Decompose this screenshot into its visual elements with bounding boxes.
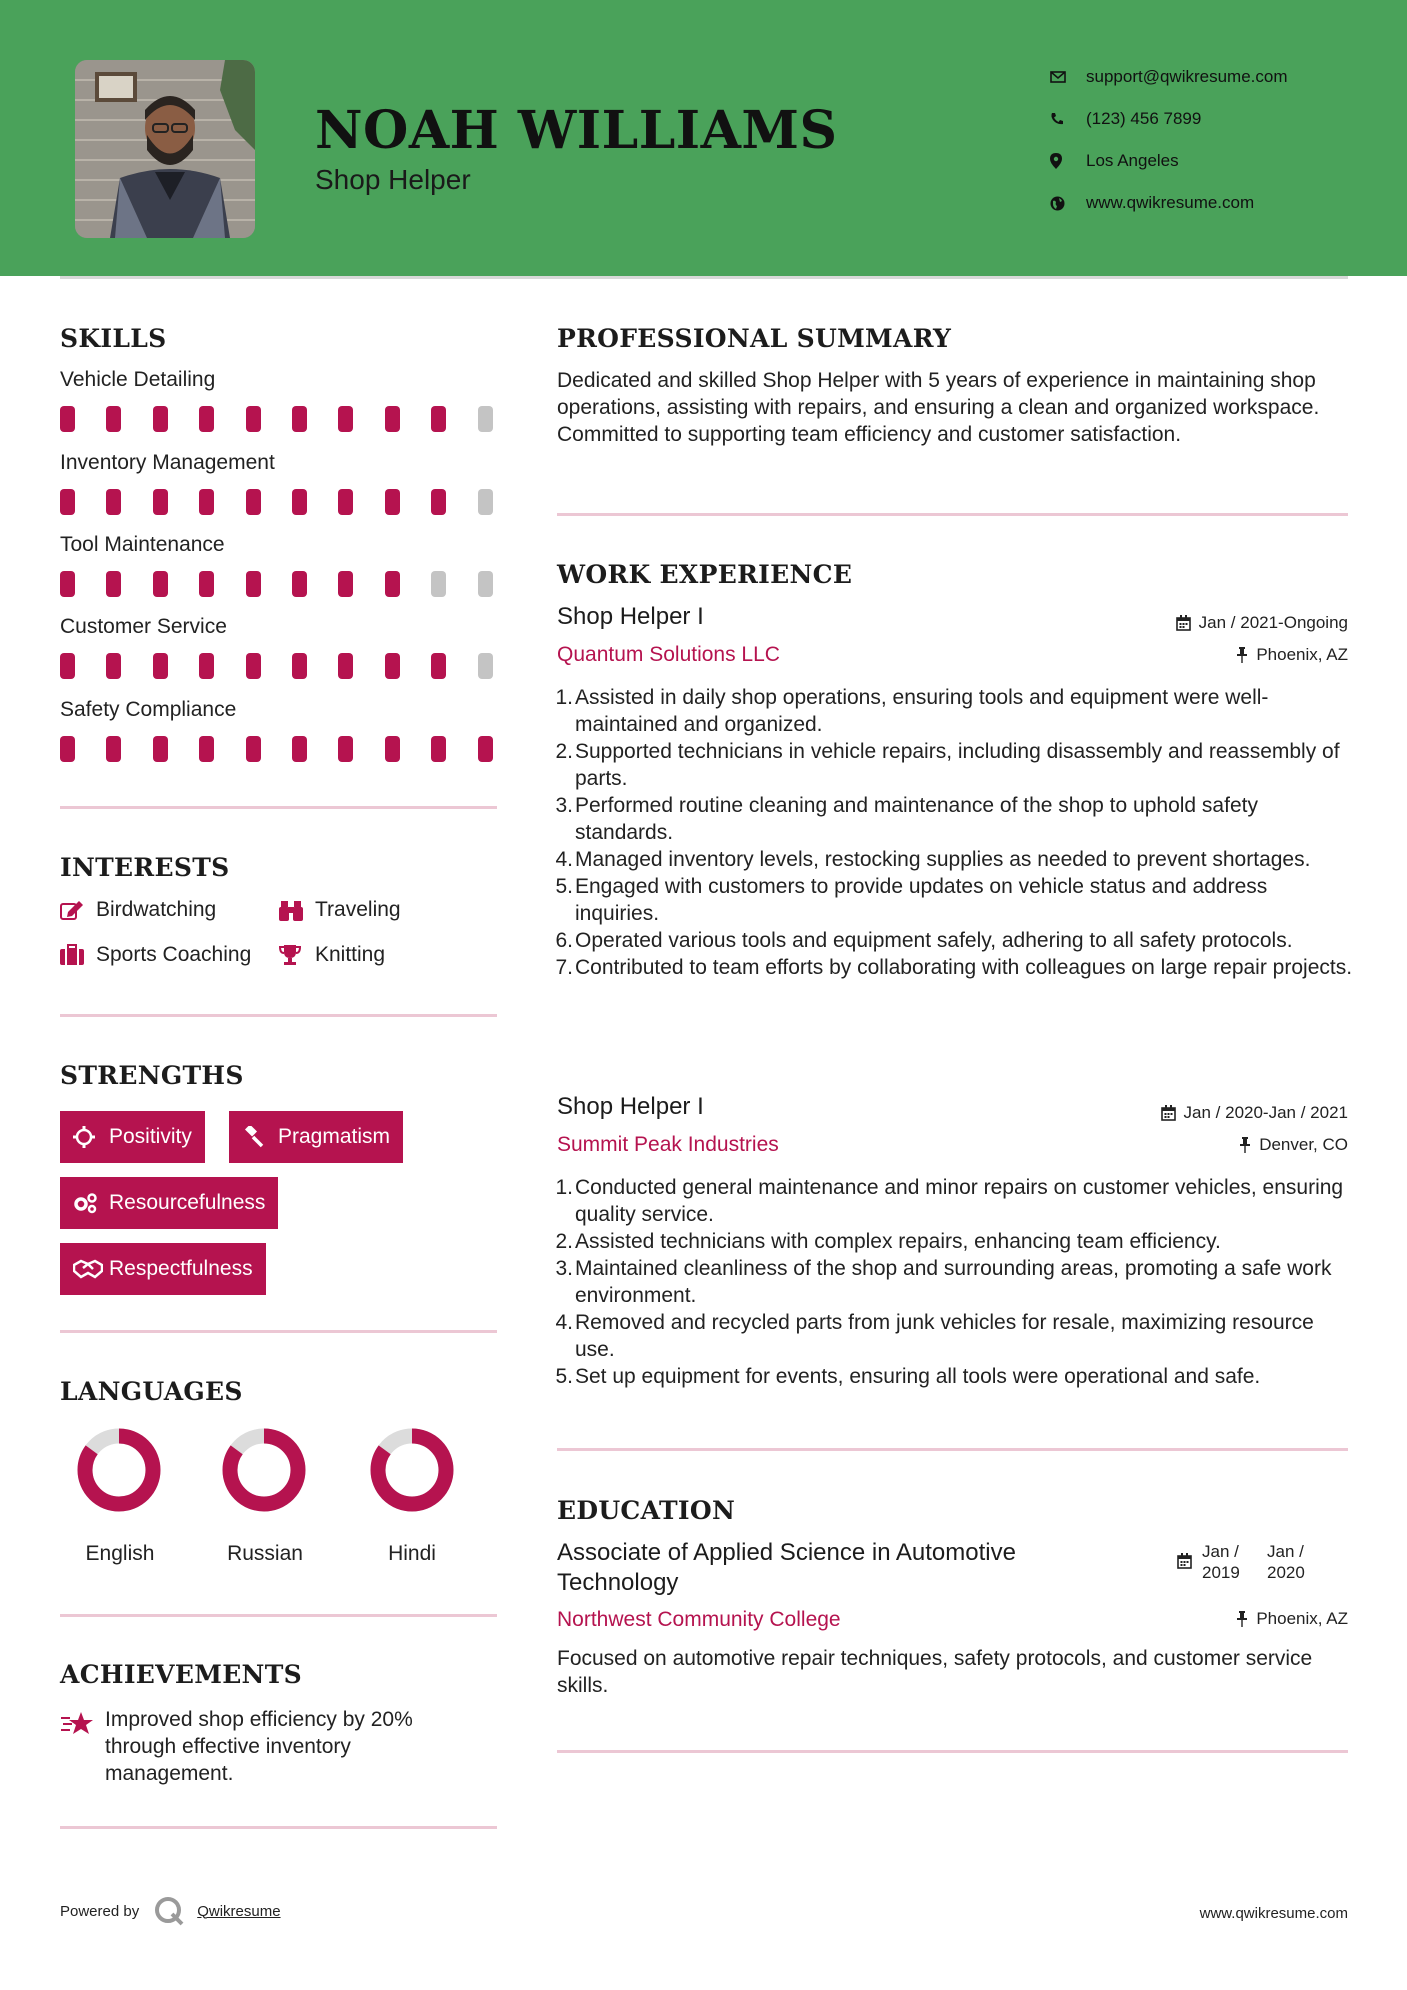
- list-item: 4. Managed inventory levels, restocking supplies as needed to prevent shortages.: [555, 848, 1311, 871]
- skill-name: Inventory Management: [60, 451, 275, 474]
- section-divider: [557, 1750, 1348, 1753]
- job-location: [1239, 1135, 1348, 1155]
- calendar-icon: [1176, 615, 1191, 631]
- gear-outline-icon: [73, 1126, 109, 1148]
- strength-badge: [229, 1111, 403, 1163]
- skill-name: Customer Service: [60, 615, 227, 638]
- section-divider: [60, 1826, 497, 1829]
- skill-dot-filled: [338, 406, 353, 432]
- list-item: 5. Set up equipment for events, ensuring all tools were operational and safe.: [555, 1365, 1261, 1388]
- job-dates-text: Jan / 2020-Jan / 2021: [1183, 1103, 1348, 1122]
- contact-email[interactable]: [1050, 56, 1370, 98]
- skill-dot-filled: [106, 406, 121, 432]
- list-item: 2. Supported technicians in vehicle repairs, including disassembly and reassembly of parts.: [555, 740, 1340, 790]
- list-item: 6. Operated various tools and equipment safely, adhering to all safety protocols.: [555, 929, 1293, 952]
- skill-dot-filled: [199, 653, 214, 679]
- language-label: Hindi: [388, 1542, 436, 1565]
- contact-email-text: support@qwikresume.com: [1086, 67, 1288, 86]
- strength-label: Respectfulness: [109, 1257, 253, 1280]
- skill-dot-filled: [385, 571, 400, 597]
- skill-dot-filled: [153, 406, 168, 432]
- list-item: 3. Maintained cleanliness of the shop and surrounding areas, promoting a safe work environment.: [555, 1257, 1332, 1307]
- skill-dot-filled: [153, 736, 168, 762]
- header-divider: [60, 276, 1348, 279]
- skill-rating: [60, 571, 500, 599]
- skill-dot-filled: [431, 489, 446, 515]
- summary-text: Dedicated and skilled Shop Helper with 5 years of experience in maintaining shop operations, assisting with repairs, and ensuring a clean and organized workspace. Committed to supporting team efficiency and customer satisfaction.: [557, 369, 1320, 446]
- skill-dot-filled: [199, 571, 214, 597]
- list-item: 4. Removed and recycled parts from junk vehicles for resale, maximizing resource use.: [555, 1311, 1314, 1361]
- job-responsibilities: [557, 1174, 1357, 1390]
- skill-dot-filled: [431, 653, 446, 679]
- skill-dot-filled: [292, 736, 307, 762]
- skills-heading: SKILLS: [60, 324, 167, 353]
- skill-dot-filled: [385, 653, 400, 679]
- trophy-icon: [279, 944, 315, 966]
- language-donut: [76, 1427, 162, 1513]
- skill-rating: [60, 489, 500, 517]
- skill-dot-filled: [246, 571, 261, 597]
- contact-website-text: www.qwikresume.com: [1086, 193, 1255, 212]
- skill-dot-empty: [431, 571, 446, 597]
- job-dates: [1161, 1103, 1348, 1123]
- contact-phone-text: (123) 456 7899: [1086, 109, 1202, 128]
- job-location-text: Denver, CO: [1259, 1135, 1348, 1154]
- section-divider: [557, 513, 1348, 516]
- skill-dot-filled: [246, 489, 261, 515]
- skill-dot-filled: [338, 653, 353, 679]
- language-chart: [64, 1427, 174, 1518]
- powered-by-label: Powered by: [60, 1902, 140, 1920]
- skill-dot-filled: [60, 736, 75, 762]
- contact-location: [1050, 140, 1370, 182]
- skill-dot-empty: [478, 406, 493, 432]
- job-dates-text: Jan / 2021-Ongoing: [1198, 613, 1348, 632]
- skill-dot-filled: [292, 571, 307, 597]
- achievement-item: [60, 1706, 480, 1787]
- skill-dot-filled: [385, 406, 400, 432]
- skill-name: Tool Maintenance: [60, 533, 225, 556]
- job-location: [1236, 645, 1348, 665]
- education-description: Focused on automotive repair techniques, safety protocols, and customer service skills.: [557, 1647, 1313, 1697]
- skill-dot-empty: [478, 653, 493, 679]
- skill-dot-filled: [60, 489, 75, 515]
- skill-dot-filled: [338, 571, 353, 597]
- binoculars-icon: [279, 899, 315, 921]
- summary-heading: PROFESSIONAL SUMMARY: [557, 324, 952, 353]
- interest-label: Sports Coaching: [96, 943, 252, 966]
- skill-dot-filled: [106, 736, 121, 762]
- map-pin-icon: [1050, 153, 1086, 169]
- phone-icon: [1050, 112, 1086, 126]
- strength-label: Resourcefulness: [109, 1191, 266, 1214]
- skill-dot-filled: [199, 736, 214, 762]
- pencil-square-icon: [60, 900, 96, 920]
- company-name: Quantum Solutions LLC: [557, 643, 780, 666]
- education-start: Jan / 2019: [1202, 1542, 1240, 1582]
- languages-heading: LANGUAGES: [60, 1377, 243, 1406]
- language-donut: [221, 1427, 307, 1513]
- interest-label: Knitting: [315, 943, 386, 966]
- gavel-icon: [242, 1126, 278, 1148]
- candidate-name: NOAH WILLIAMS: [315, 100, 838, 161]
- section-divider: [60, 1014, 497, 1017]
- skill-dot-filled: [385, 736, 400, 762]
- interest-item: [60, 898, 216, 922]
- skill-dot-filled: [246, 653, 261, 679]
- job-location-text: Phoenix, AZ: [1256, 645, 1348, 664]
- education-location-text: Phoenix, AZ: [1256, 1609, 1348, 1628]
- pushpin-icon: [1236, 647, 1248, 663]
- language-chart: [357, 1427, 467, 1518]
- skill-dot-filled: [431, 406, 446, 432]
- job-dates: [1176, 613, 1348, 633]
- interests-heading: INTERESTS: [60, 853, 230, 882]
- skill-dot-filled: [246, 406, 261, 432]
- strength-badge: [60, 1243, 266, 1295]
- contact-phone[interactable]: [1050, 98, 1370, 140]
- skill-name: Vehicle Detailing: [60, 368, 216, 391]
- contact-website[interactable]: [1050, 182, 1370, 224]
- globe-icon: [1050, 196, 1086, 211]
- list-item: 2. Assisted technicians with complex repairs, enhancing team efficiency.: [555, 1230, 1221, 1253]
- interest-item: [279, 898, 401, 922]
- candidate-title: Shop Helper: [315, 164, 471, 195]
- strength-badge: [60, 1111, 205, 1163]
- skill-dot-filled: [199, 406, 214, 432]
- job-title: Shop Helper I: [557, 603, 704, 630]
- skill-dot-filled: [60, 406, 75, 432]
- skill-rating: [60, 653, 500, 681]
- calendar-icon: [1161, 1105, 1176, 1121]
- list-item: 1. Conducted general maintenance and minor repairs on customer vehicles, ensuring quality service.: [555, 1176, 1344, 1226]
- skill-dot-filled: [385, 489, 400, 515]
- degree-title: Associate of Applied Science in Automotive Technology: [557, 1539, 1016, 1596]
- strength-label: Positivity: [109, 1125, 192, 1148]
- shooting-star-icon: [60, 1706, 105, 1787]
- achievement-text: Improved shop efficiency by 20% through effective inventory management.: [105, 1708, 413, 1785]
- contact-location-text: Los Angeles: [1086, 151, 1179, 170]
- interest-item: [279, 943, 385, 967]
- profile-photo: [75, 60, 255, 238]
- school-name: Northwest Community College: [557, 1608, 841, 1631]
- skill-dot-filled: [338, 489, 353, 515]
- strengths-heading: STRENGTHS: [60, 1061, 244, 1090]
- skill-dot-filled: [106, 653, 121, 679]
- skill-rating: [60, 406, 500, 434]
- skill-name: Safety Compliance: [60, 698, 237, 721]
- contact-list: [1050, 56, 1370, 224]
- experience-heading: WORK EXPERIENCE: [557, 560, 853, 589]
- education-heading: EDUCATION: [557, 1496, 736, 1525]
- skill-dot-filled: [292, 653, 307, 679]
- skill-dot-filled: [153, 489, 168, 515]
- section-divider: [60, 806, 497, 809]
- job-responsibilities: [557, 684, 1357, 981]
- strength-label: Pragmatism: [278, 1125, 391, 1148]
- section-divider: [60, 1614, 497, 1617]
- handshake-icon: [73, 1259, 109, 1279]
- list-item: 1. Assisted in daily shop operations, ensuring tools and equipment were well-maintained and organized.: [555, 686, 1269, 736]
- footer-powered-by: [60, 1895, 281, 1927]
- education-location: [1236, 1609, 1348, 1629]
- job-title: Shop Helper I: [557, 1093, 704, 1120]
- interest-item: [60, 943, 251, 967]
- skill-dot-filled: [106, 571, 121, 597]
- company-name: Summit Peak Industries: [557, 1133, 779, 1156]
- language-label: English: [85, 1542, 155, 1565]
- cogs-icon: [73, 1192, 109, 1214]
- skill-dot-filled: [153, 653, 168, 679]
- language-chart: [209, 1427, 319, 1518]
- skill-dot-filled: [292, 406, 307, 432]
- skill-dot-filled: [106, 489, 121, 515]
- list-item: 5. Engaged with customers to provide updates on vehicle status and address inquiries.: [555, 875, 1268, 925]
- skill-dot-filled: [60, 653, 75, 679]
- achievements-heading: ACHIEVEMENTS: [60, 1660, 302, 1689]
- list-item: 3. Performed routine cleaning and maintenance of the shop to uphold safety standards.: [555, 794, 1258, 844]
- skill-dot-filled: [153, 571, 168, 597]
- footer-website[interactable]: www.qwikresume.com: [1199, 1905, 1348, 1922]
- interest-label: Birdwatching: [96, 898, 217, 921]
- skill-dot-filled: [246, 736, 261, 762]
- pushpin-icon: [1236, 1611, 1248, 1627]
- briefcase-icon: [60, 944, 96, 966]
- pushpin-icon: [1239, 1137, 1251, 1153]
- education-end: Jan / 2020: [1267, 1542, 1305, 1582]
- skill-dot-filled: [431, 736, 446, 762]
- skill-dot-filled: [199, 489, 214, 515]
- skill-dot-empty: [478, 489, 493, 515]
- envelope-icon: [1050, 71, 1086, 83]
- skill-dot-filled: [60, 571, 75, 597]
- skill-rating: [60, 736, 500, 764]
- language-donut: [369, 1427, 455, 1513]
- qwikresume-logo-icon: [153, 1895, 185, 1927]
- skill-dot-filled: [338, 736, 353, 762]
- list-item: 7. Contributed to team efforts by collaborating with colleagues on large repair projects.: [555, 956, 1353, 979]
- skill-dot-empty: [478, 571, 493, 597]
- header-banner: [0, 0, 1407, 276]
- strength-badge: [60, 1177, 278, 1229]
- skill-dot-filled: [478, 736, 493, 762]
- skill-dot-filled: [292, 489, 307, 515]
- section-divider: [60, 1330, 497, 1333]
- qwikresume-link[interactable]: Qwikresume: [197, 1902, 281, 1920]
- language-label: Russian: [227, 1542, 303, 1565]
- calendar-icon: [1177, 1541, 1192, 1583]
- interest-label: Traveling: [315, 898, 401, 921]
- section-divider: [557, 1448, 1348, 1451]
- education-dates: [1177, 1541, 1312, 1583]
